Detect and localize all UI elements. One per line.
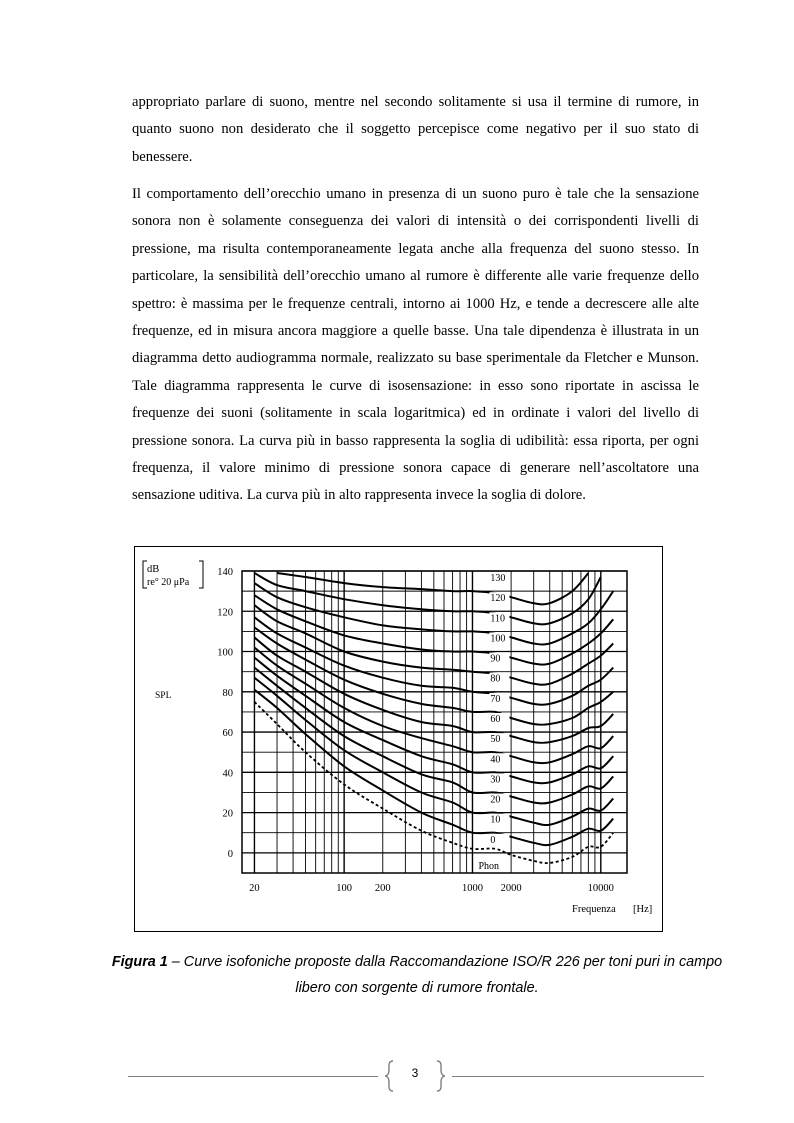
curve-label: 60 — [490, 714, 501, 725]
x-tick-label: 2000 — [500, 883, 522, 894]
curve-label: 30 — [490, 774, 501, 786]
y-tick-label: 20 — [222, 808, 233, 820]
y-tick-label: 80 — [222, 687, 233, 699]
figure-caption — [100, 949, 734, 1001]
plot-border — [242, 571, 627, 873]
figure-1 — [134, 546, 663, 932]
x-tick-label: 1000 — [461, 883, 483, 894]
curve-label: 70 — [490, 693, 501, 705]
curve-label: 50 — [490, 734, 501, 746]
y-tick-label: 60 — [222, 728, 233, 740]
y-tick-label: 140 — [217, 567, 233, 578]
x-axis-unit: [Hz] — [633, 904, 653, 915]
x-tick-label: 10000 — [587, 883, 614, 894]
curve-label: 90 — [490, 653, 501, 665]
unit-label-db: dB — [147, 564, 160, 575]
x-tick-label: 20 — [249, 883, 260, 894]
x-tick-label: 200 — [374, 883, 391, 894]
footer-rule-right — [452, 1076, 704, 1077]
y-tick-label: 120 — [217, 607, 233, 619]
unit-bracket-right — [199, 561, 203, 588]
unit-label-reference: re° 20 μPa — [147, 577, 190, 588]
x-tick-label: 100 — [336, 883, 353, 894]
y-tick-label: 0 — [227, 848, 233, 860]
isophon-curve-120 — [254, 573, 600, 624]
curve-label: 110 — [490, 613, 506, 625]
phon-label: Phon — [478, 861, 500, 872]
y-axis-label: SPL — [155, 690, 172, 701]
curve-label: 10 — [490, 814, 501, 826]
x-axis-label: Frequenza — [572, 904, 616, 915]
y-tick-label: 100 — [217, 647, 233, 659]
page-number: 3 — [411, 1066, 419, 1080]
curve-label: 80 — [490, 673, 501, 685]
curve-label: 130 — [490, 573, 506, 585]
y-tick-label: 40 — [222, 768, 233, 780]
left-brace-icon — [383, 1060, 397, 1092]
curve-label: 20 — [490, 794, 501, 806]
right-brace-icon — [433, 1060, 447, 1092]
curve-label: 0 — [490, 834, 496, 846]
curve-label: 40 — [490, 754, 501, 766]
curve-label: 120 — [490, 593, 506, 605]
curve-label: 100 — [490, 633, 506, 645]
isophon-curve-130 — [277, 573, 588, 604]
footer-rule-left — [128, 1076, 378, 1077]
isophonic-curves-chart — [135, 547, 662, 931]
body-paragraph-1: appropriato parlare di suono, mentre nel secondo solitamente si usa il termine di rumore, in quanto suono non desiderato che il soggetto percepisce come negativo per il suo stato di benessere. — [132, 94, 699, 165]
body-paragraph-2: Il comportamento dell’orecchio umano in presenza di un suono puro è tale che la sensazione sonora non è solamente conseguenza dei valori di intensità o dei corrispondenti livelli di pressione, ma risulta contemporaneamente legata anche alla frequenza del suono stesso. In particolare, la sensibilità dell’orecchio umano al rumore è differente alle varie frequenze dello spettro: è massima per le frequenze centrali, intorno ai 1000 Hz, e tende a decrescere alle alte frequenze, ed in misura ancora maggiore a quelle basse. Una tale dipendenza è illustrata in un diagramma detto audiogramma normale, realizzato su base sperimentale da Fletcher e Munson. Tale diagramma rappresenta le curve di isosensazione: in esso sono riportate in ascissa le frequenze dei suoni (solitamente in scala logaritmica) ed in ordinate i valori del livello di pressione sonora. La curva più in basso rappresenta la soglia di udibilità: essa riporta, per ogni frequenza, il valore minimo di pressione sonora capace di generare nell’ascoltatore una sensazione uditiva. La curva più in alto rappresenta invece la soglia di dolore. — [132, 186, 699, 504]
figure-caption-text: – Curve isofoniche proposte dalla Raccomandazione ISO/R 226 per toni puri in campo libero con sorgente di rumore frontale. — [167, 954, 723, 996]
figure-caption-label: Figura 1 — [111, 954, 168, 970]
